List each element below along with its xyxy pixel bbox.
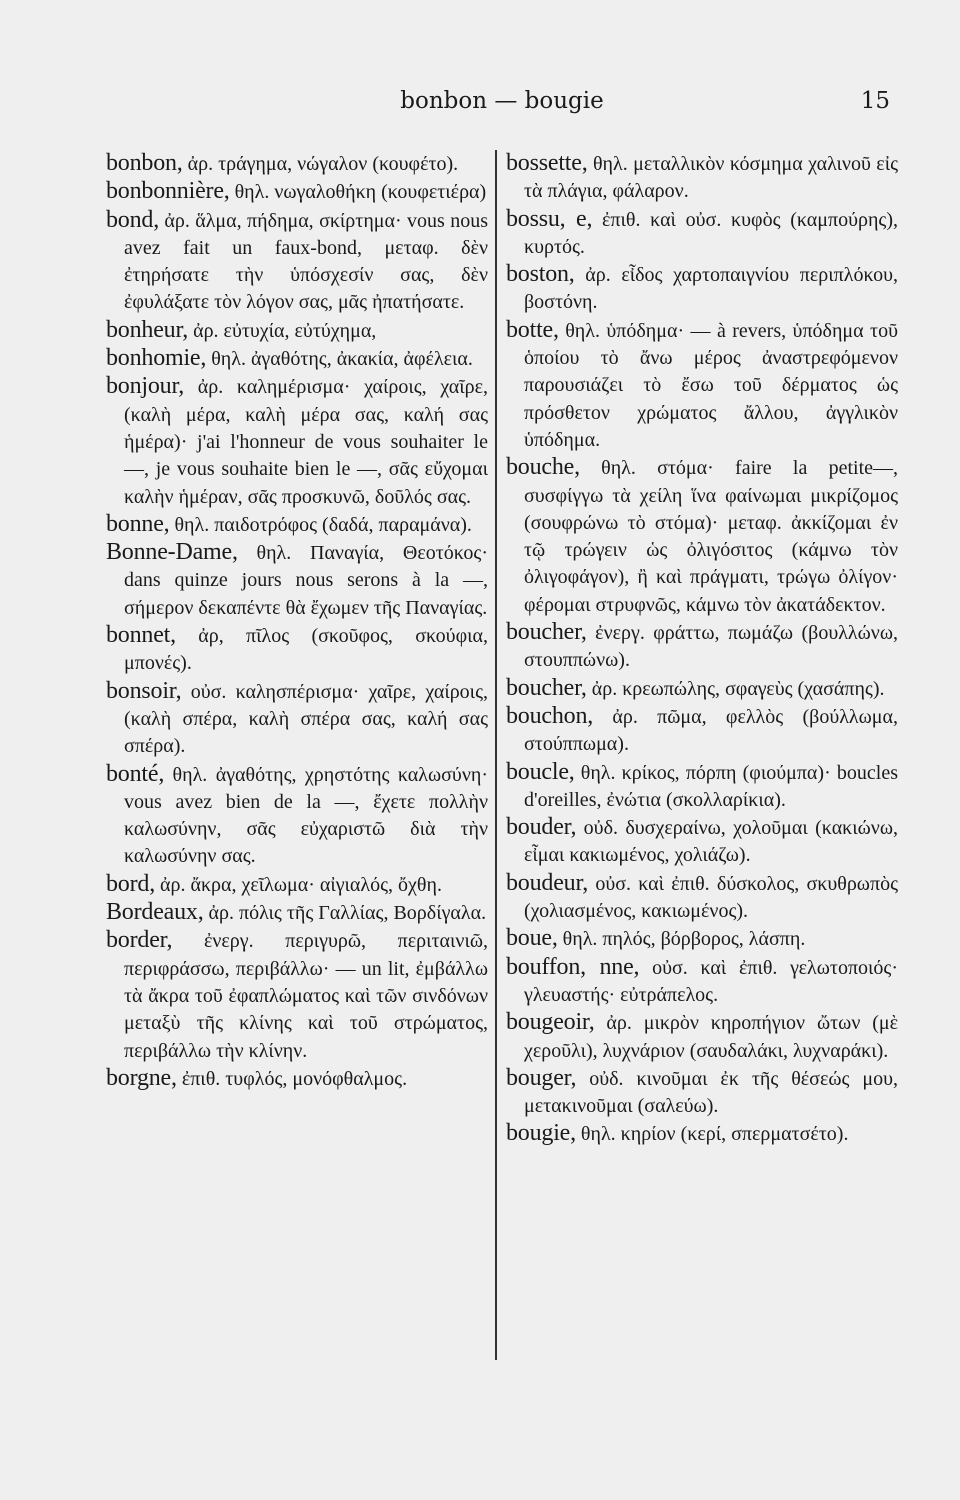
- entry-headword: bond,: [106, 206, 160, 233]
- right-column: [506, 150, 898, 1149]
- page-header: [106, 88, 898, 128]
- dictionary-entry: [506, 703, 898, 759]
- dictionary-entry: [506, 619, 898, 675]
- dictionary-entry: [106, 871, 488, 899]
- dictionary-entry: [506, 870, 898, 926]
- entry-definition: οὐσ. καὶ ἐπιθ. δύσκολος, σκυθρωπὸς (χολιασμένος, κακιωμένος).: [524, 872, 898, 923]
- entry-definition: θηλ. ὑπόδημα· — à revers, ὑπόδημα τοῦ ὁποίου τὸ ἄνω μέρος ἀναστρεφόμενον παρουσιάζει τὸ ἔσω τοῦ δέρματος ὡς πρόσθετον χρώματος ἄλλου, ἀγγλικὸν ὑπόδημα.: [524, 319, 898, 451]
- entry-headword: bonnet,: [106, 622, 176, 649]
- entry-definition: ἀρ. πῶμα, φελλὸς (βούλλωμα, στούππωμα).: [524, 705, 898, 756]
- entry-headword: bossette,: [506, 150, 588, 176]
- dictionary-entry: [106, 345, 488, 373]
- entry-headword: Bordeaux,: [106, 899, 204, 926]
- entry-headword: bonjour,: [106, 373, 185, 400]
- dictionary-entry: [106, 927, 488, 1064]
- dictionary-entry: [106, 899, 488, 927]
- dictionary-entry: [106, 207, 488, 317]
- entry-headword: boue,: [506, 925, 558, 952]
- entry-headword: bouffon, nne,: [506, 953, 640, 980]
- dictionary-entry: [106, 678, 488, 761]
- left-column: [106, 150, 488, 1149]
- entry-definition: ἀρ, πῖλος (σκοῦφος, σκούφια, μπονές).: [124, 625, 488, 675]
- entry-definition: οὐδ. δυσχεραίνω, χολοῦμαι (κακιώνω, εἶμαι κακιωμένος, χολιάζω).: [524, 817, 898, 867]
- entry-headword: bonne,: [106, 510, 170, 537]
- entry-definition: οὐσ. καλησπέρισμα· χαῖρε, χαίροις, (καλὴ σπέρα, καλὴ σπέρα σας, καλή σας σπέρα).: [124, 680, 488, 758]
- dictionary-entry: [106, 373, 488, 510]
- dictionary-entry: [106, 178, 488, 206]
- two-column-body: [106, 150, 898, 1149]
- entry-headword: border,: [106, 927, 173, 954]
- dictionary-entry: [506, 206, 898, 262]
- entry-definition: θηλ. στόμα· faire la petite—, συσφίγγω τὰ χείλη ἵνα φαίνωμαι μικρίζομος (σουφρώνω τὸ στόμα)· μεταφ. ἀκκίζομαι ἐν τῷ τρώγειν ὡς ὀλιγόσιτος (κάμνω τὸν ὀλιγοφάγον), ἢ καὶ πράγματι, τρώγω ὀλίγον· φέρομαι στρυφνῶς, κάμνω τὸν ἀκατάδεκτον.: [524, 457, 898, 616]
- entry-definition: ἀρ. ἅλμα, πήδημα, σκίρτημα· vous nous avez fait un faux-bond, μεταφ. δὲν ἐτηρήσατε τὴν ὑπόσχεσίν σας, δὲν ἐφυλάξατε τὸν λόγον σας, μᾶς ἠπατήσατε.: [124, 209, 488, 314]
- dictionary-entry: [506, 759, 898, 815]
- entry-headword: boston,: [506, 261, 575, 288]
- column-divider: [495, 150, 497, 1360]
- dictionary-entry: [106, 539, 488, 622]
- entry-headword: boucle,: [506, 758, 575, 785]
- entry-definition: θηλ. ἀγαθότης, ἀκακία, ἀφέλεια.: [206, 348, 473, 371]
- entry-headword: bouder,: [506, 814, 577, 841]
- entry-definition: θηλ. ἀγαθότης, χρηστότης καλωσύνη· vous avez bien de la —, ἔχετε πολλὴν καλωσύνην, σᾶς εὐχαριστῶ διὰ τὴν καλωσύνην σας.: [124, 763, 488, 868]
- entry-definition: ἀρ. εἶδος χαρτοπαιγνίου περιπλόκου, βοστόνη.: [524, 264, 898, 314]
- entry-definition: θηλ. κηρίον (κερί, σπερματσέτο).: [575, 1123, 849, 1146]
- entry-definition: ἀρ. καλημέρισμα· χαίροις, χαῖρε, (καλὴ μέρα, καλὴ μέρα σας, καλή σας ἡμέρα)· j'ai l'honneur de vous souhaiter le —, je vous souhaite bien le —, σᾶς εὔχομαι καλὴν ἡμέραν, σᾶς προσκυνῶ, δοῦλός σας.: [124, 376, 488, 508]
- entry-headword: Bonne-Dame,: [106, 539, 238, 566]
- entry-definition: ἀρ. εὐτυχία, εὐτύχημα,: [188, 319, 377, 342]
- entry-headword: botte,: [506, 316, 559, 343]
- entry-definition: οὐσ. καὶ ἐπιθ. γελωτοποιός· γλευαστής· εὐτράπελος.: [524, 956, 898, 1006]
- entry-definition: θηλ. νωγαλοθήκη (κουφετιέρα): [229, 181, 487, 204]
- entry-definition: θηλ. κρίκος, πόρπη (φιούμπα)· boucles d'oreilles, ἐνώτια (σκολλαρίκια).: [524, 761, 898, 811]
- entry-definition: ἐπιθ. τυφλός, μονόφθαλμος.: [176, 1067, 408, 1090]
- entry-definition: ἀρ. μικρὸν κηροπήγιον ὤτων (μὲ χεροῦλι), λυχνάριον (σαυδαλάκι, λυχναράκι).: [524, 1012, 898, 1062]
- entry-headword: bonté,: [106, 760, 165, 787]
- entry-headword: borgne,: [106, 1064, 177, 1091]
- entry-definition: θηλ. παιδοτρόφος (δαδά, παραμάνα).: [169, 513, 472, 536]
- entry-definition: θηλ. Παναγία, Θεοτόκος· dans quinze jours nous serons à la —, σήμερον δεκαπέντε θὰ ἔχωμεν τῆς Παναγίας.: [124, 542, 488, 619]
- dictionary-entry: [506, 1120, 898, 1148]
- entry-headword: bouger,: [506, 1064, 577, 1091]
- dictionary-entry: [106, 150, 488, 178]
- entry-headword: bougie,: [506, 1120, 576, 1147]
- dictionary-entry: [106, 317, 488, 345]
- entry-headword: boudeur,: [506, 869, 589, 896]
- entry-definition: ἀρ. κρεωπώλης, σφαγεὺς (χασάπης).: [586, 677, 885, 700]
- entry-headword: bonbonnière,: [106, 178, 230, 205]
- dictionary-entry: [506, 261, 898, 317]
- dictionary-entry: [506, 1065, 898, 1121]
- dictionary-entry: [506, 675, 898, 703]
- dictionary-entry: [506, 814, 898, 870]
- entry-headword: bouche,: [506, 454, 580, 481]
- entry-headword: bossu, e,: [506, 205, 593, 232]
- entry-definition: θηλ. πηλός, βόρβορος, λάσπη.: [557, 928, 806, 951]
- entry-definition: ἀρ. ἄκρα, χεῖλωμα· αἰγιαλός, ὄχθη.: [155, 873, 442, 896]
- entry-definition: θηλ. μεταλλικὸν κόσμημα χαλινοῦ εἰς τὰ πλάγια, φάλαρον.: [524, 153, 898, 203]
- entry-headword: bonbon,: [106, 150, 183, 176]
- dictionary-entry: [506, 1009, 898, 1065]
- entry-definition: ἀρ. τράγημα, νώγαλον (κουφέτο).: [182, 153, 459, 175]
- entry-definition: ἐνεργ. φράττω, πωμάζω (βουλλώνω, στουππώνω).: [524, 622, 898, 672]
- entry-definition: ἀρ. πόλις τῆς Γαλλίας, Βορδίγαλα.: [203, 902, 487, 925]
- entry-headword: bonsoir,: [106, 677, 182, 704]
- entry-definition: ἐνεργ. περιγυρῶ, περιταινιῶ, περιφράσσω, περιβάλλω· — un lit, ἐμβάλλω τὰ ἄκρα τοῦ ἐφαπλώματος καὶ τῶν σινδόνων μεταξὺ τῆς κλίνης καὶ τοῦ στρώματος, περιβάλλω τὴν κλίνην.: [124, 930, 488, 1062]
- page-number: 15: [860, 88, 890, 114]
- dictionary-entry: [506, 454, 898, 619]
- running-head: bonbon — bougie: [400, 88, 604, 114]
- dictionary-entry: [506, 150, 898, 206]
- entry-definition: ἐπιθ. καὶ οὐσ. κυφὸς (καμπούρης), κυρτός.: [524, 208, 898, 258]
- entry-headword: bouchon,: [506, 702, 594, 729]
- dictionary-entry: [106, 1065, 488, 1093]
- entry-headword: bougeoir,: [506, 1009, 595, 1036]
- dictionary-entry: [106, 511, 488, 539]
- entry-headword: boucher,: [506, 674, 587, 701]
- entry-headword: bonheur,: [106, 316, 189, 343]
- dictionary-entry: [506, 317, 898, 454]
- dictionary-entry: [106, 622, 488, 678]
- entry-headword: boucher,: [506, 619, 587, 646]
- entry-headword: bord,: [106, 870, 155, 897]
- dictionary-entry: [106, 761, 488, 871]
- dictionary-entry: [506, 925, 898, 953]
- dictionary-entry: [506, 954, 898, 1010]
- entry-definition: οὐδ. κινοῦμαι ἐκ τῆς θέσεώς μου, μετακινοῦμαι (σαλεύω).: [524, 1067, 898, 1118]
- entry-headword: bonhomie,: [106, 345, 207, 372]
